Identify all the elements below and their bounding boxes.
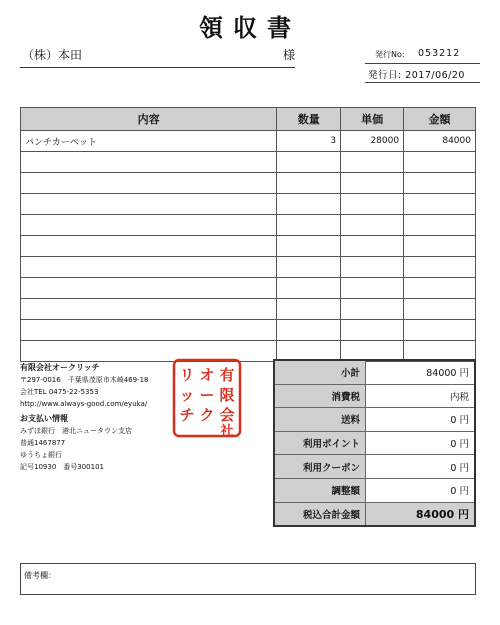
summary-value: 0 円 — [366, 478, 476, 502]
account-1: 普通1467877 — [20, 439, 66, 447]
header-description: 内容 — [21, 108, 277, 131]
company-name: 有限会社オークリッチ — [20, 363, 100, 372]
header-amount: 金額 — [404, 108, 476, 131]
summary-value: 0 円 — [366, 408, 476, 432]
item-description — [21, 278, 277, 299]
item-unit-price — [341, 236, 404, 257]
item-description: パンチカーペット — [21, 131, 277, 152]
item-row — [21, 257, 476, 278]
item-quantity — [277, 320, 341, 341]
summary-table — [273, 359, 476, 527]
summary-row — [274, 455, 475, 479]
item-amount — [404, 194, 476, 215]
issue-no-label: 発行No: — [375, 50, 405, 59]
summary-label: 消費税 — [274, 384, 366, 408]
summary-row — [274, 408, 475, 432]
item-amount — [404, 278, 476, 299]
svg-text:ッ: ッ — [179, 386, 195, 404]
item-amount: 84000 — [404, 131, 476, 152]
item-quantity — [277, 173, 341, 194]
meta-divider — [365, 63, 480, 64]
summary-value: 84000 円 — [366, 502, 476, 526]
item-row — [21, 194, 476, 215]
item-unit-price — [341, 320, 404, 341]
item-row — [21, 278, 476, 299]
items-table — [20, 107, 476, 362]
payment-heading: お支払い情報 — [20, 414, 68, 423]
item-row — [21, 320, 476, 341]
item-unit-price — [341, 215, 404, 236]
item-row — [21, 152, 476, 173]
item-row — [21, 299, 476, 320]
recipient-underline — [20, 67, 295, 68]
item-row — [21, 131, 476, 152]
item-quantity — [277, 236, 341, 257]
summary-label: 利用クーポン — [274, 455, 366, 479]
summary-value: 0 円 — [366, 431, 476, 455]
item-amount — [404, 215, 476, 236]
summary-row — [274, 384, 475, 408]
item-unit-price — [341, 173, 404, 194]
header-unit-price: 単価 — [341, 108, 404, 131]
summary-row — [274, 360, 475, 384]
summary-label: 送料 — [274, 408, 366, 432]
item-description — [21, 299, 277, 320]
company-info — [20, 362, 149, 473]
item-quantity — [277, 194, 341, 215]
remarks-box — [20, 563, 476, 595]
item-amount — [404, 173, 476, 194]
item-row — [21, 215, 476, 236]
bank-2: ゆうちょ銀行 — [20, 451, 62, 459]
item-description — [21, 173, 277, 194]
document-title: 領収書 — [199, 14, 301, 42]
bank-1: みずほ銀行 港北ニュータウン支店 — [20, 427, 132, 435]
account-2: 記号10930 番号300101 — [20, 463, 104, 471]
item-unit-price — [341, 257, 404, 278]
company-url: http://www.always-good.com/eyuka/ — [20, 400, 148, 408]
summary-label: 調整額 — [274, 478, 366, 502]
summary-value: 84000 円 — [366, 360, 476, 384]
header-quantity: 数量 — [277, 108, 341, 131]
svg-text:チ: チ — [179, 406, 195, 424]
svg-text:リ: リ — [179, 366, 195, 384]
meta-divider — [365, 82, 480, 83]
item-description — [21, 194, 277, 215]
svg-text:オ: オ — [199, 366, 215, 384]
svg-text:会: 会 — [219, 406, 235, 424]
item-amount — [404, 257, 476, 278]
summary-value: 内税 — [366, 384, 476, 408]
item-unit-price — [341, 299, 404, 320]
svg-text:ク: ク — [199, 406, 215, 424]
svg-text:有: 有 — [219, 366, 235, 384]
items-header-row — [21, 108, 476, 131]
item-description — [21, 257, 277, 278]
item-quantity — [277, 278, 341, 299]
item-quantity — [277, 152, 341, 173]
summary-label: 税込合計金額 — [274, 502, 366, 526]
item-quantity — [277, 257, 341, 278]
summary-row — [274, 431, 475, 455]
item-row — [21, 173, 476, 194]
recipient-name: （株）本田 — [22, 48, 83, 62]
issue-date: 発行日: 2017/06/20 — [368, 70, 465, 81]
svg-text:社: 社 — [220, 424, 234, 438]
item-unit-price — [341, 152, 404, 173]
item-quantity — [277, 299, 341, 320]
item-amount — [404, 320, 476, 341]
summary-value: 0 円 — [366, 455, 476, 479]
item-amount — [404, 236, 476, 257]
item-unit-price: 28000 — [341, 131, 404, 152]
summary-row — [274, 502, 475, 526]
summary-label: 利用ポイント — [274, 431, 366, 455]
company-tel: 会社TEL 0475-22-5353 — [20, 388, 99, 396]
svg-text:限: 限 — [219, 386, 235, 404]
company-address: 〒297-0016 千葉県茂原市木崎469-18 — [20, 376, 149, 384]
summary-label: 小計 — [274, 360, 366, 384]
item-description — [21, 152, 277, 173]
item-amount — [404, 152, 476, 173]
item-description — [21, 236, 277, 257]
summary-row — [274, 478, 475, 502]
issue-no-value: 053212 — [418, 48, 461, 59]
item-amount — [404, 299, 476, 320]
item-description — [21, 215, 277, 236]
svg-text:ー: ー — [199, 386, 215, 404]
item-quantity: 3 — [277, 131, 341, 152]
item-unit-price — [341, 194, 404, 215]
remarks-label: 備考欄： — [24, 571, 56, 580]
item-description — [21, 320, 277, 341]
recipient-honorific: 様 — [283, 48, 296, 62]
item-unit-price — [341, 278, 404, 299]
company-seal-stamp — [172, 358, 242, 438]
item-row — [21, 236, 476, 257]
item-quantity — [277, 215, 341, 236]
